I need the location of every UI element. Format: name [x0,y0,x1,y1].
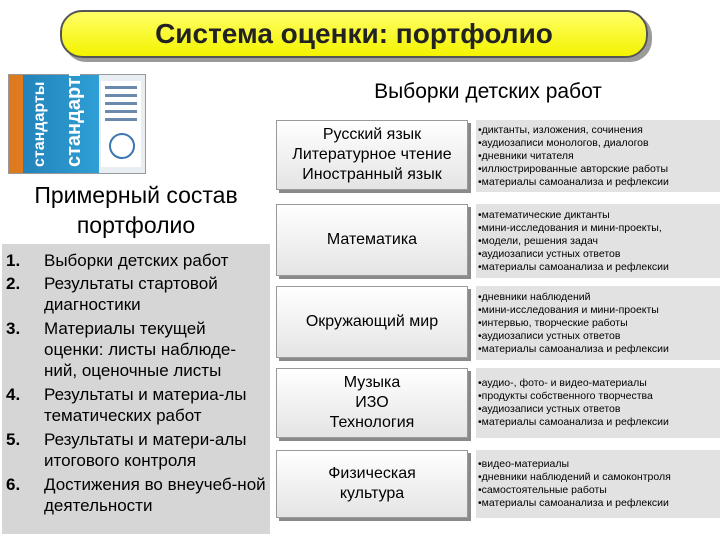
slide-title: Система оценки: портфолио [60,10,648,58]
work-type-item: •дневники наблюдений и самоконтроля [478,471,671,483]
list-item-number: 2. [6,274,21,293]
book-orange-band [9,75,23,173]
subject-name: культура [339,485,405,502]
list-item-text: Результаты и матери-алы итогового контроля [44,430,247,470]
work-type-item: •материалы самоанализа и рефлексии [478,175,669,188]
work-types-list [476,120,720,192]
subject-name: Музыка [343,374,401,391]
work-type-item: •материалы самоанализа и рефлексии [478,260,669,273]
sidebar-heading [0,180,272,240]
work-type-item: •дневники наблюдений [478,290,591,303]
subject-name: Физическая [328,465,416,482]
list-item-text: Выборки детских работ [44,251,229,270]
work-type-item: •модели, решения задач [478,234,599,247]
book-spine-word: стандарты [63,60,85,167]
list-item-text: Материалы текущей оценки: листы наблюде-ний, оценочные листы [44,319,237,380]
main-heading: Выборки детских работ [374,80,602,103]
work-type-item: •аудиозаписи устных ответов [478,329,621,342]
work-type-item: •математические диктанты [478,208,610,221]
subject-name: Технология [329,414,415,431]
work-type-item: •мини-исследования и мини-проекты, [478,221,662,234]
work-type-item: •аудиозаписи устных ответов [478,403,621,415]
work-types-list [476,368,720,438]
subject-box [276,286,468,358]
work-type-item: •аудио-, фото- и видео-материалы [478,377,647,389]
work-type-item: •видео-материалы [478,458,569,470]
work-types-list [476,204,720,278]
work-type-item: •продукты собственного творчества [478,390,653,402]
subject-box [276,368,468,438]
list-item-text: Результаты стартовой диагностики [44,274,218,314]
work-type-item: •дневники читателя [478,149,574,162]
portfolio-list [2,244,270,534]
work-type-item: •диктанты, изложения, сочинения [478,123,643,136]
subject-name: Окружающий мир [305,313,439,330]
work-type-item: •материалы самоанализа и рефлексии [478,497,669,509]
work-type-item: •аудиозаписи устных ответов [478,247,621,260]
subject-name: Математика [326,231,418,248]
list-item-number: 6. [6,475,21,494]
list-item-text: Результаты и материа-лы тематических работ [44,385,247,425]
book-emblem-icon [109,133,135,159]
list-item-text: Достижения во внеучеб-ной деятельности [44,475,266,515]
subject-box [276,204,468,276]
list-item-number: 4. [6,385,21,404]
work-type-item: •материалы самоанализа и рефлексии [478,342,669,355]
sidebar-heading-line2: портфолио [76,212,196,238]
subject-name: Иностранный язык [302,166,442,183]
subject-box [276,120,468,190]
work-type-item: •иллюстрированные авторские работы [478,162,668,175]
book-cover-image [8,60,146,174]
subject-name: Литературное чтение [292,146,452,163]
portfolio-composition-panel [0,178,272,536]
subject-box [276,450,468,518]
work-type-item: •интервью, творческие работы [478,316,628,329]
sidebar-heading-line1: Примерный состав [34,182,238,208]
work-type-item: •мини-исследования и мини-проекты [478,303,659,316]
work-types-list [476,450,720,518]
work-types-list [476,286,720,360]
work-type-item: •аудиозаписи монологов, диалогов [478,136,649,149]
subject-name: ИЗО [355,394,389,411]
subject-name: Русский язык [322,126,422,143]
book-spine-word-2: стандарты [31,81,48,167]
list-item-number: 3. [6,319,21,338]
list-item-number: 5. [6,430,21,449]
work-type-item: •материалы самоанализа и рефлексии [478,416,669,428]
work-type-item: •самостоятельные работы [478,484,607,496]
list-item-number: 1. [6,251,21,270]
